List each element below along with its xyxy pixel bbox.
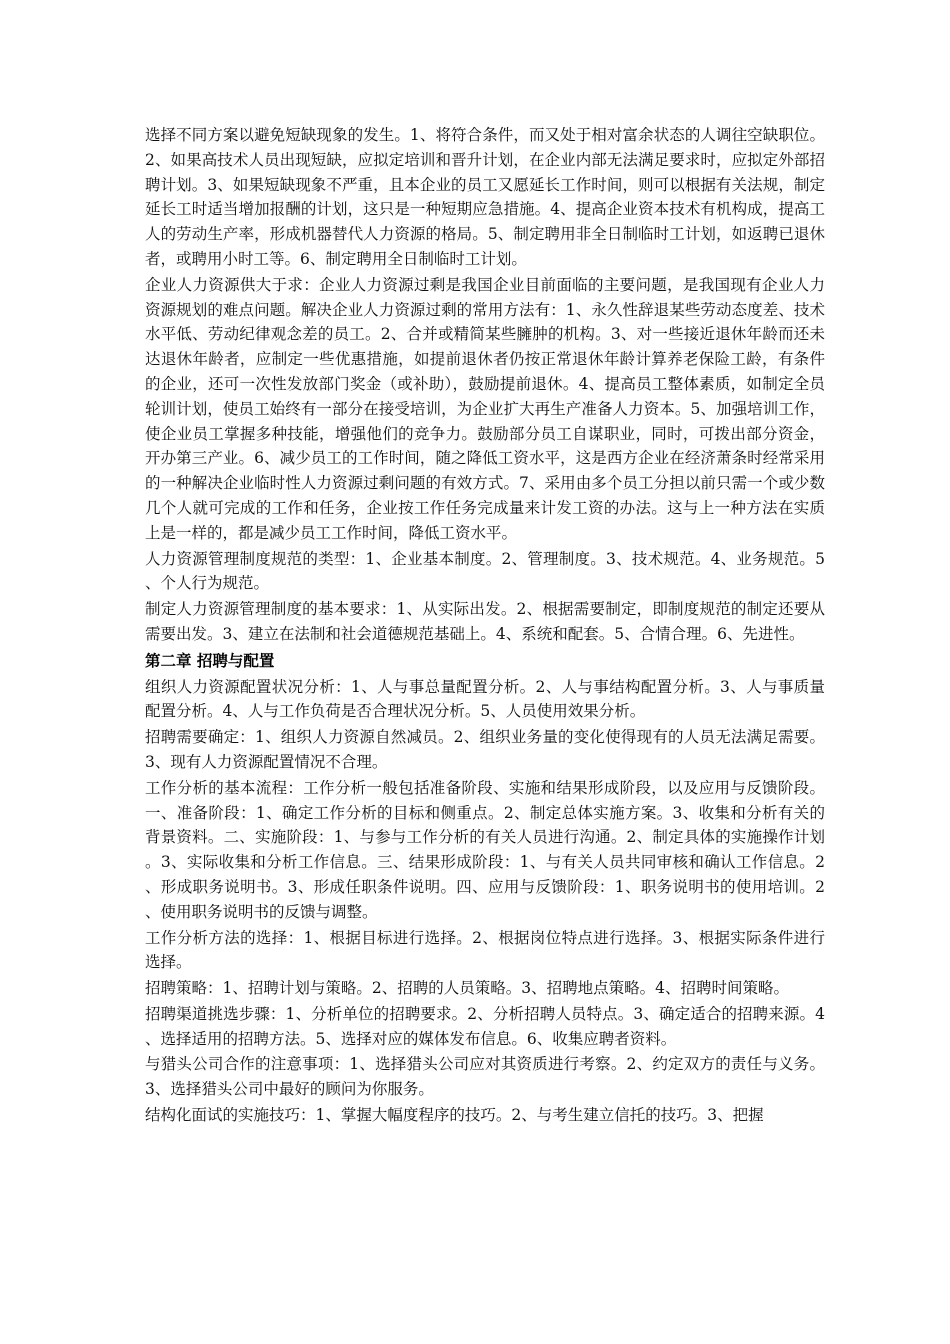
paragraph-structured-interview: 结构化面试的实施技巧：1、掌握大幅度程序的技巧。2、与考生建立信托的技巧。3、把握	[145, 1106, 764, 1125]
paragraph-labor-surplus: 企业人力资源供大于求：企业人力资源过剩是我国企业目前面临的主要问题，是我国现有企业人力资源规划的难点问题。解决企业人力资源过剩的常用方法有：1、永久性辞退某些劳动态度差、技术水平低、劳动纪律观念差的员工。2、合并或精简某些臃肿的机构。3、对一些接近退休年龄而还未达退休年龄者，应制定一些优惠措施，如提前退休者仍按正常退休年龄计算养老保险工龄，有条件的企业，还可一次性发放部门奖金（或补助），鼓励提前退休。4、提高员工整体素质，如制定全员轮训计划，使员工始终有一部分在接受培训，为企业扩大再生产准备人力资本。5、加强培训工作，使企业员工掌握多种技能，增强他们的竞争力。鼓励部分员工自谋职业，同时，可拨出部分资金，开办第三产业。6、减少员工的工作时间，随之降低工资水平，这是西方企业在经济萧条时经常采用的一种解决企业临时性人力资源过剩问题的有效方式。7、采用由多个员工分担以前只需一个或少数几个人就可完成的工作和任务，企业按工作任务完成量来计发工资的办法。这与上一种方法在实质上是一样的，都是减少员工工作时间，降低工资水平。	[145, 275, 825, 542]
paragraph-hr-rules-types: 人力资源管理制度规范的类型：1、企业基本制度。2、管理制度。3、技术规范。4、业务规范。5、个人行为规范。	[145, 549, 825, 593]
chapter-heading: 第二章 招聘与配置	[145, 651, 275, 670]
paragraph-labor-shortage-measures: 选择不同方案以避免短缺现象的发生。1、将符合条件，而又处于相对富余状态的人调往空缺职位。2、如果高技术人员出现短缺，应拟定培训和晋升计划，在企业内部无法满足要求时，应拟定外部招聘计划。3、如果短缺现象不严重，且本企业的员工又愿延长工作时间，则可以根据有关法规，制定延长工时适当增加报酬的计划，这只是一种短期应急措施。4、提高企业资本技术有机构成，提高工人的劳动生产率，形成机器替代人力资源的格局。5、制定聘用非全日制临时工计划，如返聘已退休者，或聘用小时工等。6、制定聘用全日制临时工计划。	[145, 126, 825, 268]
paragraph-headhunter-notes: 与猎头公司合作的注意事项：1、选择猎头公司应对其资质进行考察。2、约定双方的责任与义务。3、选择猎头公司中最好的顾问为你服务。	[145, 1055, 825, 1099]
paragraph-recruitment-channels: 招聘渠道挑选步骤：1、分析单位的招聘要求。2、分析招聘人员特点。3、确定适合的招聘来源。4、选择适用的招聘方法。5、选择对应的媒体发布信息。6、收集应聘者资料。	[145, 1004, 825, 1048]
paragraph-job-analysis-process: 工作分析的基本流程：工作分析一般包括准备阶段、实施和结果形成阶段，以及应用与反馈阶段。一、准备阶段：1、确定工作分析的目标和侧重点。2、制定总体实施方案。3、收集和分析有关的背景资料。二、实施阶段：1、与参与工作分析的有关人员进行沟通。2、制定具体的实施操作计划。3、实际收集和分析工作信息。三、结果形成阶段：1、与有关人员共同审核和确认工作信息。2、形成职务说明书。3、形成任职条件说明。四、应用与反馈阶段：1、职务说明书的使用培训。2、使用职务说明书的反馈与调整。	[145, 778, 825, 921]
paragraph-allocation-analysis: 组织人力资源配置状况分析：1、人与事总量配置分析。2、人与事结构配置分析。3、人与事质量配置分析。4、人与工作负荷是否合理状况分析。5、人员使用效果分析。	[145, 677, 825, 721]
document-page	[145, 123, 825, 1128]
paragraph-job-analysis-methods: 工作分析方法的选择：1、根据目标进行选择。2、根据岗位特点进行选择。3、根据实际条件进行选择。	[145, 928, 825, 972]
paragraph-recruitment-needs: 招聘需要确定：1、组织人力资源自然减员。2、组织业务量的变化使得现有的人员无法满足需要。3、现有人力资源配置情况不合理。	[145, 728, 825, 771]
paragraph-recruitment-strategy: 招聘策略：1、招聘计划与策略。2、招聘的人员策略。3、招聘地点策略。4、招聘时间策略。	[145, 979, 789, 998]
paragraph-hr-rules-requirements: 制定人力资源管理制度的基本要求：1、从实际出发。2、根据需要制定，即制度规范的制定还要从需要出发。3、建立在法制和社会道德规范基础上。4、系统和配套。5、合情合理。6、先进性。	[145, 600, 825, 643]
